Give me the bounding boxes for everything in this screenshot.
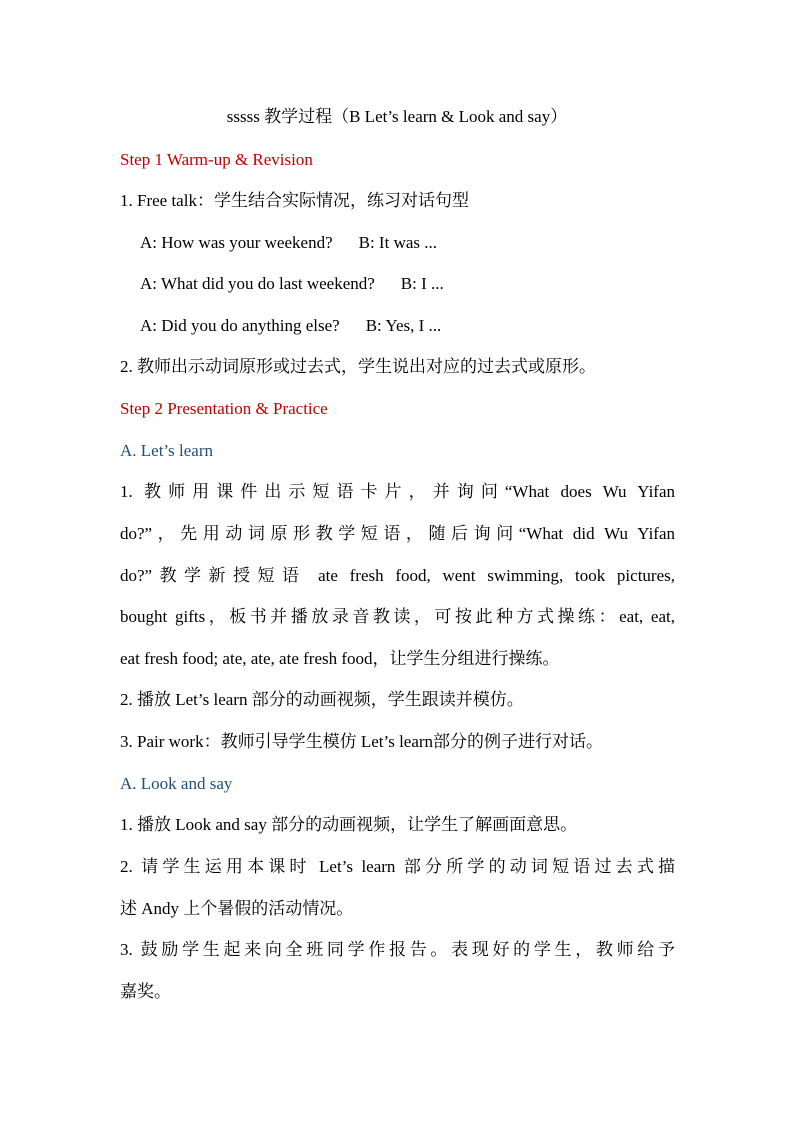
look-and-say-item3-line-2: 嘉奖。 [120,982,171,1001]
lets-learn-item1-line-5: eat fresh food; ate, ate, ate fresh food，让学生分组进行操练。 [120,649,560,668]
step1-heading: Step 1 Warm-up & Revision [120,150,313,169]
lets-learn-heading: A. Let’s learn [120,441,213,460]
lets-learn-item1-line-1: 1. 教师用课件出示短语卡片，并询问“What does Wu Yifan [120,482,675,501]
dialog-question-1: A: How was your weekend? [140,233,333,252]
step2-heading: Step 2 Presentation & Practice [120,399,328,418]
look-and-say-heading: A. Look and say [120,774,233,793]
dialog-question-2: A: What did you do last weekend? [140,274,375,293]
step1-item2: 2. 教师出示动词原形或过去式，学生说出对应的过去式或原形。 [120,357,596,376]
lets-learn-item2: 2. 播放 Let’s learn 部分的动画视频，学生跟读并模仿。 [120,690,524,709]
dialog-line-1 [140,232,437,254]
look-and-say-item2-line-1: 2. 请学生运用本课时 Let’s learn 部分所学的动词短语过去式描 [120,857,675,876]
lets-learn-item1-line-2: do?”，先用动词原形教学短语，随后询问“What did Wu Yifan [120,524,675,543]
lets-learn-item3: 3. Pair work：教师引导学生模仿 Let’s learn部分的例子进行对话。 [120,732,604,751]
document-title: sssss 教学过程（B Let’s learn & Look and say） [226,107,568,126]
step1-item1: 1. Free talk：学生结合实际情况，练习对话句型 [120,191,469,210]
lets-learn-item1-line-4: bought gifts，板书并播放录音教读，可按此种方式操练：eat, eat, [120,607,675,626]
dialog-line-2 [140,273,444,295]
dialog-answer-3: B: Yes, I ... [365,316,442,335]
dialog-question-3: A: Did you do anything else? [140,316,340,335]
dialog-line-3 [140,315,441,337]
dialog-answer-1: B: It was ... [358,233,438,252]
dialog-answer-2: B: I ... [400,274,444,293]
lets-learn-item1-line-3: do?”教学新授短语 ate fresh food, went swimming, took pictures, [120,566,675,585]
look-and-say-item3-line-1: 3. 鼓励学生起来向全班同学作报告。表现好的学生，教师给予 [120,940,675,959]
look-and-say-item1: 1. 播放 Look and say 部分的动画视频，让学生了解画面意思。 [120,815,578,834]
look-and-say-item2-line-2: 述 Andy 上个暑假的活动情况。 [120,899,354,918]
